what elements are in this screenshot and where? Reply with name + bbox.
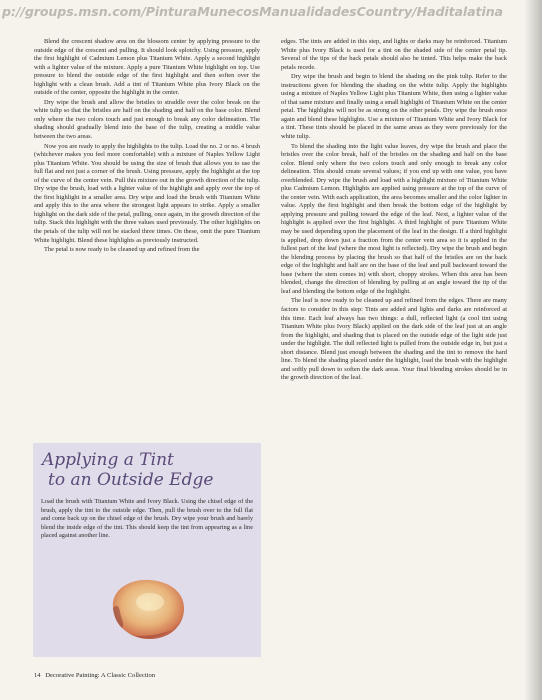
- paragraph: Dry wipe the brush and begin to blend the shading on the pink tulip. Refer to the instructions given for blending the shading on the white tulip. Apply the highlights using a mixture of Naples Yellow Light plus Titanium White, then using a lighter value of that same mixture and finally using a small highlight of Titanium White on the center petal. The highlights will not be as strong on the other petals. Dry wipe the brush once again and blend these highlights. Use a mixture of Titanium White and Ivory Black for a tint. These tints should be placed in the same areas as they were previously for the white tulip.: [281, 73, 507, 141]
- paragraph: Blend the crescent shadow area on the blossom center by applying pressure to the outside edge of the crescent and pulling. It should look splotchy. Using pressure, apply the first highlight of Cadmium Lemon plus Titanium White. Apply a second highlight with a lighter value of the mixture. Apply a pure Titanium White highlight on top. Use pressure to blend the outside edge of the first highlight and then soften over the highlight with a clean brush. Add a tint of Titanium White plus Ivory Black on the outside of the center, opposite the highlight in the center.: [34, 38, 260, 97]
- tinted-petal-illustration: [105, 574, 191, 646]
- paragraph: Dry wipe the brush and allow the bristles to straddle over the color break on the white tulip so that the bristles are half on the shading and half on the base color. Blend only where the two colors touch and just enough to break any color delineation. The shading should gradually blend into the base of the tulip, creating a middle value between the two areas.: [34, 98, 260, 141]
- paragraph: edges. The tints are added in this step, and lights or darks may be reinforced. Titanium White plus Ivory Black is used for a tint on the shaded side of the center petal tip. Several of the tips of the back petals should also be tinted. This helps make the back petals recede.: [281, 38, 507, 71]
- sidebar-body: Load the brush with Titanium White and Ivory Black. Using the chisel edge of the brush, apply the tint to the outside edge. Then, pull the brush over to the full flat and come back up on the chisel edge of the brush. Dry wipe your brush and barely blend the inside edge of the tint. This should keep the tint from appearing as a line placed against another line.: [41, 498, 253, 539]
- page-number: 14: [34, 672, 41, 679]
- sidebar-title-line: to an Outside Edge: [48, 470, 214, 490]
- right-column: [281, 38, 507, 384]
- paragraph: The petal is now ready to be cleaned up and refined from the: [44, 246, 200, 254]
- paragraph: The leaf is now ready to be cleaned up and refined from the edges. There are many factors to consider in this step: Tints are added and lights and darks are reinforced at this time. Each leaf always has two things: a dull, reflected light (a cool tint using Titanium White plus Ivory Black) applied on the dark side of the leaf just at an angle from the highlight, and shading that is placed on the outside edge of the light side just under the highlight. The dull reflected light is pulled from the outside edge in, but just a short distance. Blend just enough between the shading and the tint to remove the hard line. To blend the shading placed under the highlight, load the brush with the highlight and softly pull down to soften the dark areas. Your final blending strokes should be in the growth direction of the leaf.: [281, 297, 507, 382]
- watermark-url: p://groups.msn.com/PinturaMunecosManualidadesCountry/Haditalatina: [2, 4, 503, 19]
- page-footer: [34, 672, 158, 679]
- page-gutter-shadow: [524, 0, 542, 700]
- sidebar-title-line: Applying a Tint: [42, 450, 174, 470]
- paragraph: To blend the shading into the light value leaves, dry wipe the brush and place the bristles over the color break, half of the bristles on the shading and half on the base color. Blend only where the two colors touch and only enough to break any color delineation. This should create several values; if you end up with one value, you have overblended. Dry wipe the brush and load with a highlight mixture of Titanium White plus Cadmium Lemon. Highlights are applied using pressure at the top of the curve of the center vein. With each application, the area becomes smaller and the color lighter in value. Apply the first highlight and then break the bottom edge of the highlight by applying pressure and pulling toward the edge of the leaf. Next, a lighter value of the highlight is applied over the first highlight. A third highlight of pure Titanium White may be used depending upon the placement of the leaf in the design. If a third highlight is applied, drop down just a fraction from the center vein area so it is applied in the fullest part of the leaf (where the most light is reflected). Dry wipe the brush and begin the blending process by placing the brush so that half of the bristles are on the back edge of the highlight and half are on the base of the leaf and pull backward toward the base (where the stem comes in) with short, choppy strokes. When this area has been blended, change the direction of blending by pulling at an angle toward the tip of the leaf and blending the bottom edge of the highlight.: [281, 142, 507, 295]
- tint-tip-sidebar: [33, 443, 261, 657]
- sidebar-title: [42, 450, 252, 490]
- left-column: [34, 38, 260, 256]
- paragraph: Now you are ready to apply the highlights to the tulip. Load the no. 2 or no. 4 brush (whichever makes you feel more comfortable) with a mixture of Naples Yellow Light plus Titanium White. You should be using the size of brush that allows you to use the full flat and not just a corner of the brush. Using pressure, apply the highlight at the top of the curve of the center vein. Pull this mixture out in the growth direction of the tulip. Dry wipe the brush, load with a lighter value of the highlight and apply over the top of the first highlight in a smaller area. Dry wipe and load the brush with Titanium White and apply this to the area where the strongest light appears to strike. Apply a smaller highlight on the dark side of the petal, pulling, once again, in the growth direction of the tulip. Stack this highlight with the three values used previously. The other highlights on the petals of the tulip will not be stacked three times. On these, omit the pure Titanium White highlight. Blend these highlights as previously instructed.: [34, 142, 260, 244]
- book-title: Decorative Painting: A Classic Collection: [45, 672, 156, 679]
